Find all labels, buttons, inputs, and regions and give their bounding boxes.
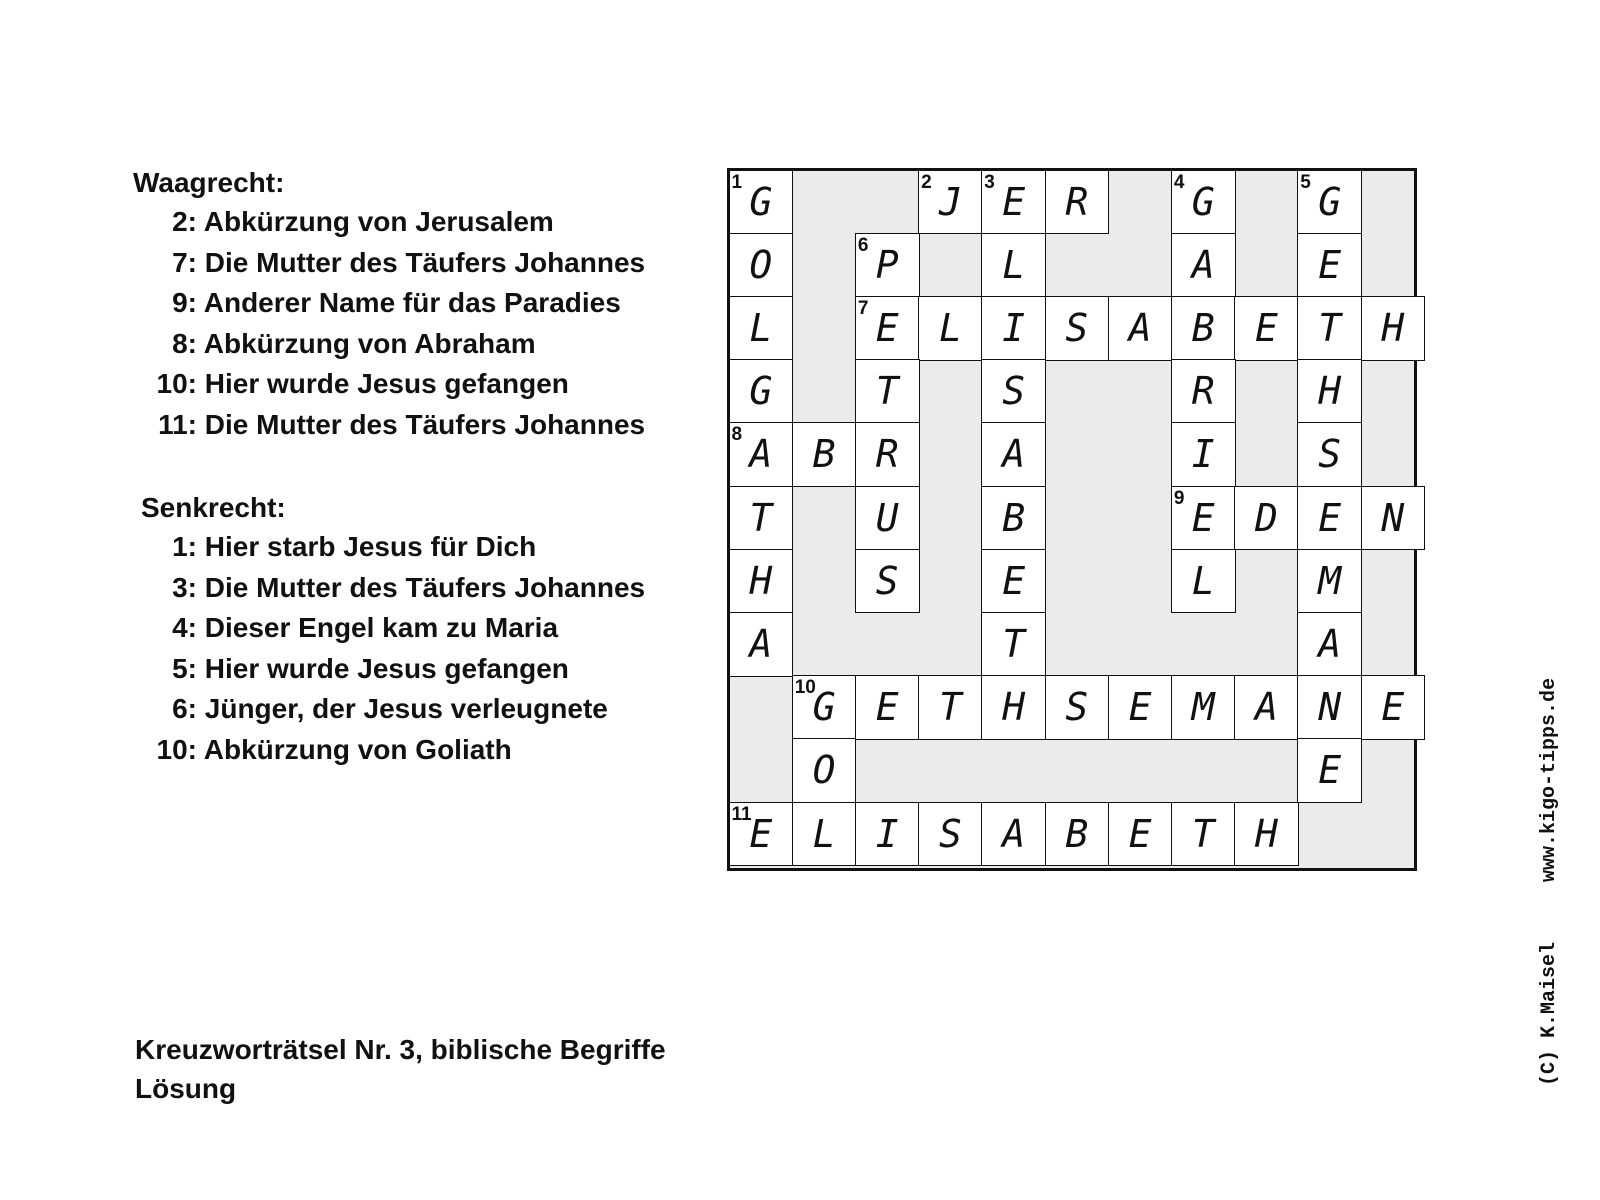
cell-letter: I [1002,305,1026,350]
grid-cell [918,802,983,867]
across-clue-text: Abkürzung von Jerusalem [197,206,554,237]
down-clue-text: Abkürzung von Goliath [197,734,512,765]
grid-cell [1297,170,1362,235]
grid-cell [1171,486,1236,551]
credits: (C) K.Maisel www.kigo-tipps.de [1538,677,1561,1086]
cell-letter: T [875,369,899,414]
grid-cell [855,802,920,867]
grid-cell [1171,422,1236,487]
cell-letter: S [875,558,899,603]
crossword-grid [727,168,1417,871]
grid-cell [729,422,794,487]
across-clue-number: 2: [172,206,197,237]
grid-cell [1361,296,1426,361]
grid-cell [855,296,920,361]
cell-letter: E [1254,305,1278,350]
cell-letter: A [749,432,773,477]
cell-letter: B [812,432,836,477]
cell-letter: A [1002,432,1026,477]
cell-letter: B [1065,811,1089,856]
grid-cell [1361,675,1426,740]
down-heading: Senkrecht: [141,492,286,523]
cell-letter: A [1002,811,1026,856]
cell-letter: T [1002,621,1026,666]
grid-cell [1108,296,1173,361]
across-clue-text: Abkürzung von Abraham [197,327,536,359]
cell-letter: E [875,685,899,730]
grid-cell [855,359,920,424]
down-clue-text: Hier wurde Jesus gefangen [197,652,569,684]
across-clue [141,247,645,279]
cell-letter: E [1318,242,1342,287]
grid-cell [855,422,920,487]
down-clue-text: Hier starb Jesus für Dich [197,531,537,562]
grid-cell [1297,296,1362,361]
cell-letter: A [749,621,773,666]
grid-cell [1171,549,1236,614]
grid-cell [1234,296,1299,361]
cell-letter: T [1191,811,1215,856]
cell-letter: I [1191,432,1215,477]
grid-cell [792,675,857,740]
grid-cell [1234,675,1299,740]
grid-cell [1297,422,1362,487]
down-clue [141,693,608,725]
cell-letter: N [1381,495,1405,540]
down-clue-number: 10: [156,734,197,765]
grid-cell [981,549,1046,614]
down-clue-number: 1: [172,531,197,562]
cell-letter: S [938,811,962,856]
cell-letter: J [938,179,962,224]
down-clue [141,572,645,604]
grid-cell [1171,675,1236,740]
cell-letter: G [749,369,773,414]
cell-letter: E [1318,748,1342,793]
cell-letter: B [1191,305,1215,350]
grid-cell [1171,296,1236,361]
cell-number: 5 [1300,171,1311,193]
cell-letter: O [812,748,836,793]
cell-letter: S [1002,369,1026,414]
cell-letter: H [749,558,773,603]
down-clue-number: 5: [172,652,197,684]
puzzle-subtitle: Lösung [135,1073,237,1104]
down-clue [141,612,558,644]
cell-letter: E [1191,495,1215,540]
cell-letter: N [1318,685,1342,730]
cell-letter: E [1128,811,1152,856]
across-clue [141,368,569,400]
cell-number: 8 [731,424,743,446]
grid-cell [729,296,794,361]
cell-letter: U [875,495,899,540]
cell-letter: L [1002,242,1026,287]
grid-cell [1171,802,1236,867]
down-clue-text: Dieser Engel kam zu Maria [197,612,559,644]
cell-letter: E [1128,685,1152,730]
grid-cell [729,359,794,424]
grid-cell [855,233,920,298]
down-clue [141,531,536,563]
grid-cell [792,738,857,803]
cell-number: 11 [731,803,752,825]
cell-letter: E [749,811,773,856]
across-clue-number: 11: [158,409,197,440]
cell-letter: B [1002,495,1026,540]
cell-letter: E [1002,179,1026,224]
grid-cell [981,612,1046,677]
down-clue [141,734,512,766]
grid-cell [981,422,1046,487]
across-heading: Waagrecht: [133,167,285,198]
across-clue-number: 9: [172,287,197,319]
cell-letter: R [875,432,899,477]
grid-cell [1045,675,1110,740]
puzzle-title: Kreuzworträtsel Nr. 3, biblische Begriffe [135,1034,666,1065]
cell-letter: S [1065,685,1089,730]
cell-letter: G [812,685,836,730]
grid-cell [1045,296,1110,361]
down-clue-number: 3: [172,571,197,603]
grid-cell [792,802,857,867]
grid-cell [1297,359,1362,424]
across-clue-text: Anderer Name für das Paradies [197,287,621,319]
grid-cell [981,170,1046,235]
grid-cell [729,486,794,551]
grid-cell [855,549,920,614]
cell-letter: R [1191,369,1215,414]
cell-number: 1 [731,171,743,193]
grid-cell [1171,233,1236,298]
grid-cell [729,612,794,677]
cell-letter: A [1318,621,1342,666]
grid-cell [1171,359,1236,424]
cell-letter: L [812,811,836,856]
cell-letter: M [1191,685,1215,730]
cell-letter: A [1254,685,1278,730]
grid-cell [1297,486,1362,551]
across-clue-text: Die Mutter des Täufers Johannes [197,246,646,278]
grid-cell [1234,802,1299,867]
cell-number: 9 [1173,487,1185,509]
grid-cell [1045,170,1110,235]
cell-number: 7 [857,297,869,319]
grid-cell [918,296,983,361]
grid-cell [1297,738,1362,803]
grid-cell [729,233,794,298]
cell-letter: S [1065,305,1089,350]
cell-letter: D [1254,495,1278,540]
grid-cell [1108,802,1173,867]
cell-letter: H [1002,685,1026,730]
grid-cell [855,486,920,551]
cell-letter: E [875,305,899,350]
grid-cell [792,422,857,487]
grid-cell [1361,486,1426,551]
cell-letter: G [1191,179,1215,224]
across-clue-text: Die Mutter des Täufers Johannes [197,409,646,440]
across-clue-number: 10: [156,368,197,400]
across-clue [141,328,536,360]
grid-cell [1297,612,1362,677]
down-clue-text: Jünger, der Jesus verleugnete [197,693,608,725]
grid-cell [981,675,1046,740]
cell-letter: G [1318,179,1342,224]
grid-cell [729,170,794,235]
cell-letter: R [1065,179,1089,224]
cell-letter: H [1381,305,1405,350]
grid-cell [1297,233,1362,298]
grid-cell [981,359,1046,424]
grid-cell [981,233,1046,298]
grid-cell [981,296,1046,361]
across-clue [141,287,621,319]
grid-cell [918,170,983,235]
cell-letter: I [875,811,899,856]
across-clue [141,409,645,441]
cell-letter: A [1191,242,1215,287]
cell-letter: P [875,242,899,287]
cell-letter: A [1128,305,1152,350]
grid-cell [918,675,983,740]
cell-letter: E [1318,495,1342,540]
cell-letter: E [1381,685,1405,730]
down-clue [141,653,569,685]
grid-cell [729,802,794,867]
cell-letter: G [749,179,773,224]
across-clue-text: Hier wurde Jesus gefangen [197,368,569,400]
cell-letter: S [1318,432,1342,477]
cell-letter: T [1318,305,1342,350]
cell-letter: L [938,305,962,350]
grid-cell [729,549,794,614]
down-clue-number: 6: [172,693,197,725]
grid-cell [1171,170,1236,235]
grid-cell [1234,486,1299,551]
cell-letter: O [749,242,773,287]
cell-letter: H [1254,811,1278,856]
grid-cell [1045,802,1110,867]
grid-cell [981,486,1046,551]
across-clue-number: 8: [172,327,197,359]
cell-number: 3 [984,171,995,193]
cell-letter: M [1318,558,1342,603]
down-clue-number: 4: [172,612,197,644]
cell-letter: L [1191,558,1215,603]
across-clue-number: 7: [172,246,197,278]
grid-cell [1297,675,1362,740]
cell-number: 10 [794,677,816,699]
cell-letter: T [749,495,773,540]
grid-cell [1297,549,1362,614]
grid-cell [1108,675,1173,740]
cell-number: 4 [1173,171,1185,193]
cell-letter: T [938,685,962,730]
cell-letter: H [1318,369,1342,414]
cell-letter: E [1002,558,1026,603]
across-clue [141,206,554,238]
down-clue-text: Die Mutter des Täufers Johannes [197,571,646,603]
grid-cell [855,675,920,740]
cell-number: 2 [921,171,932,193]
cell-number: 6 [857,234,869,256]
grid-cell [981,802,1046,867]
cell-letter: L [749,305,773,350]
